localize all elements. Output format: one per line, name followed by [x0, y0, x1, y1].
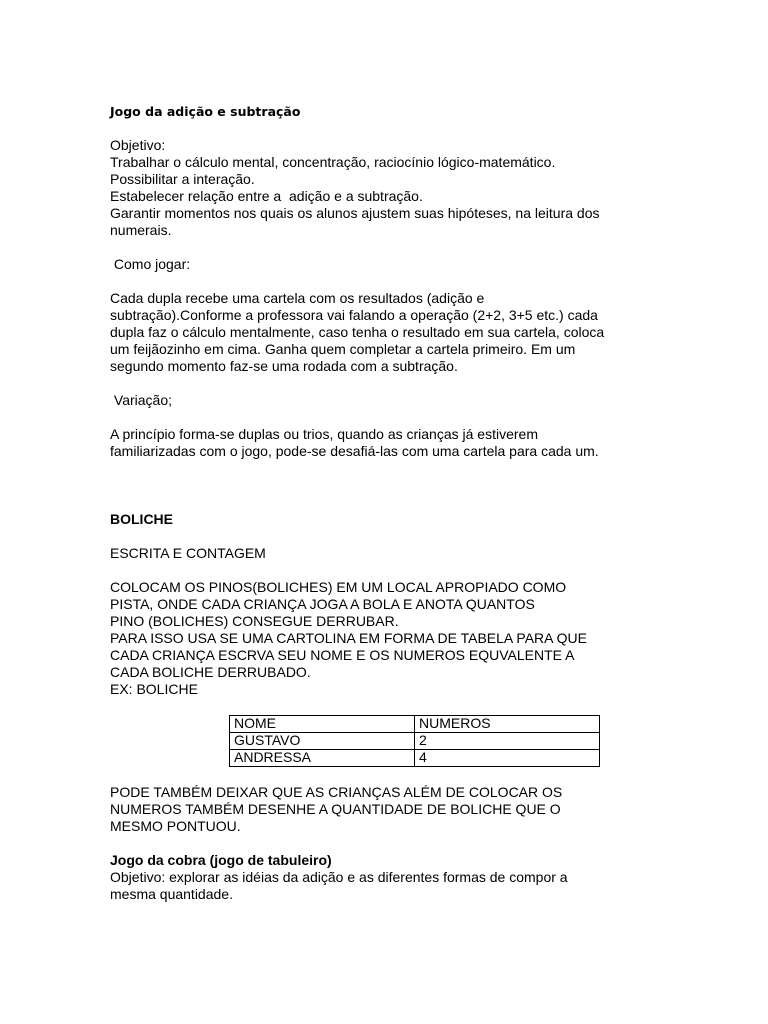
document-page — [110, 103, 670, 903]
boliche-line: CADA CRIANÇA ESCRVA SEU NOME E OS NUMEROS EQUVALENTE A — [110, 647, 575, 663]
variacao-label: Variação; — [110, 392, 172, 408]
como-jogar-line: subtração).Conforme a professora vai falando a operação (2+2, 3+5 etc.) cada — [110, 307, 598, 323]
objetivo-line: Trabalhar o cálculo mental, concentração, raciocínio lógico-matemático. — [110, 154, 556, 170]
como-jogar-label: Como jogar: — [110, 256, 191, 272]
table-header-cell: NUMEROS — [415, 716, 600, 733]
section3-objetivo-line: Objetivo: explorar as idéias da adição e as diferentes formas de compor a — [110, 869, 568, 885]
table-cell: 4 — [415, 750, 600, 767]
table-header-row — [230, 716, 600, 733]
table-cell: 2 — [415, 733, 600, 750]
objetivo-line: Garantir momentos nos quais os alunos ajustem suas hipóteses, na leitura dos — [110, 205, 600, 221]
closing-line: MESMO PONTUOU. — [110, 818, 241, 834]
boliche-line: COLOCAM OS PINOS(BOLICHES) EM UM LOCAL APROPIADO COMO — [110, 579, 567, 595]
variacao-line: familiarizadas com o jogo, pode-se desafiá-las com uma cartela para cada um. — [110, 443, 599, 459]
objetivo-label: Objetivo: — [110, 137, 166, 153]
section3-objetivo-line: mesma quantidade. — [110, 886, 233, 902]
section3-title: Jogo da cobra (jogo de tabuleiro) — [110, 852, 332, 868]
closing-line: PODE TAMBÉM DEIXAR QUE AS CRIANÇAS ALÉM DE COLOCAR OS — [110, 784, 563, 800]
boliche-line: PARA ISSO USA SE UMA CARTOLINA EM FORMA DE TABELA PARA QUE — [110, 630, 587, 646]
section2-title: BOLICHE — [110, 511, 173, 527]
boliche-line: PINO (BOLICHES) CONSEGUE DERRUBAR. — [110, 613, 399, 629]
como-jogar-line: um feijãozinho em cima. Ganha quem completar a cartela primeiro. Em um — [110, 341, 576, 357]
como-jogar-line: dupla faz o cálculo mentalmente, caso tenha o resultado em sua cartela, coloca — [110, 324, 605, 340]
table-cell: ANDRESSA — [230, 750, 415, 767]
boliche-line: EX: BOLICHE — [110, 681, 198, 697]
objetivo-line: numerais. — [110, 222, 172, 238]
closing-line: NUMEROS TAMBÉM DESENHE A QUANTIDADE DE BOLICHE QUE O — [110, 801, 561, 817]
objetivo-line: Estabelecer relação entre a adição e a subtração. — [110, 188, 423, 204]
objetivo-line: Possibilitar a interação. — [110, 171, 255, 187]
como-jogar-line: segundo momento faz-se uma rodada com a subtração. — [110, 358, 458, 374]
table-row — [230, 750, 600, 767]
table-header-cell: NOME — [230, 716, 415, 733]
table-cell: GUSTAVO — [230, 733, 415, 750]
table-row — [230, 733, 600, 750]
section1-title: Jogo da adição e subtração — [110, 104, 301, 119]
boliche-table — [229, 715, 600, 767]
como-jogar-line: Cada dupla recebe uma cartela com os resultados (adição e — [110, 290, 485, 306]
boliche-line: PISTA, ONDE CADA CRIANÇA JOGA A BOLA E ANOTA QUANTOS — [110, 596, 535, 612]
variacao-line: A princípio forma-se duplas ou trios, quando as crianças já estiverem — [110, 426, 538, 442]
boliche-line: CADA BOLICHE DERRUBADO. — [110, 664, 311, 680]
section2-subtitle: ESCRITA E CONTAGEM — [110, 545, 266, 561]
